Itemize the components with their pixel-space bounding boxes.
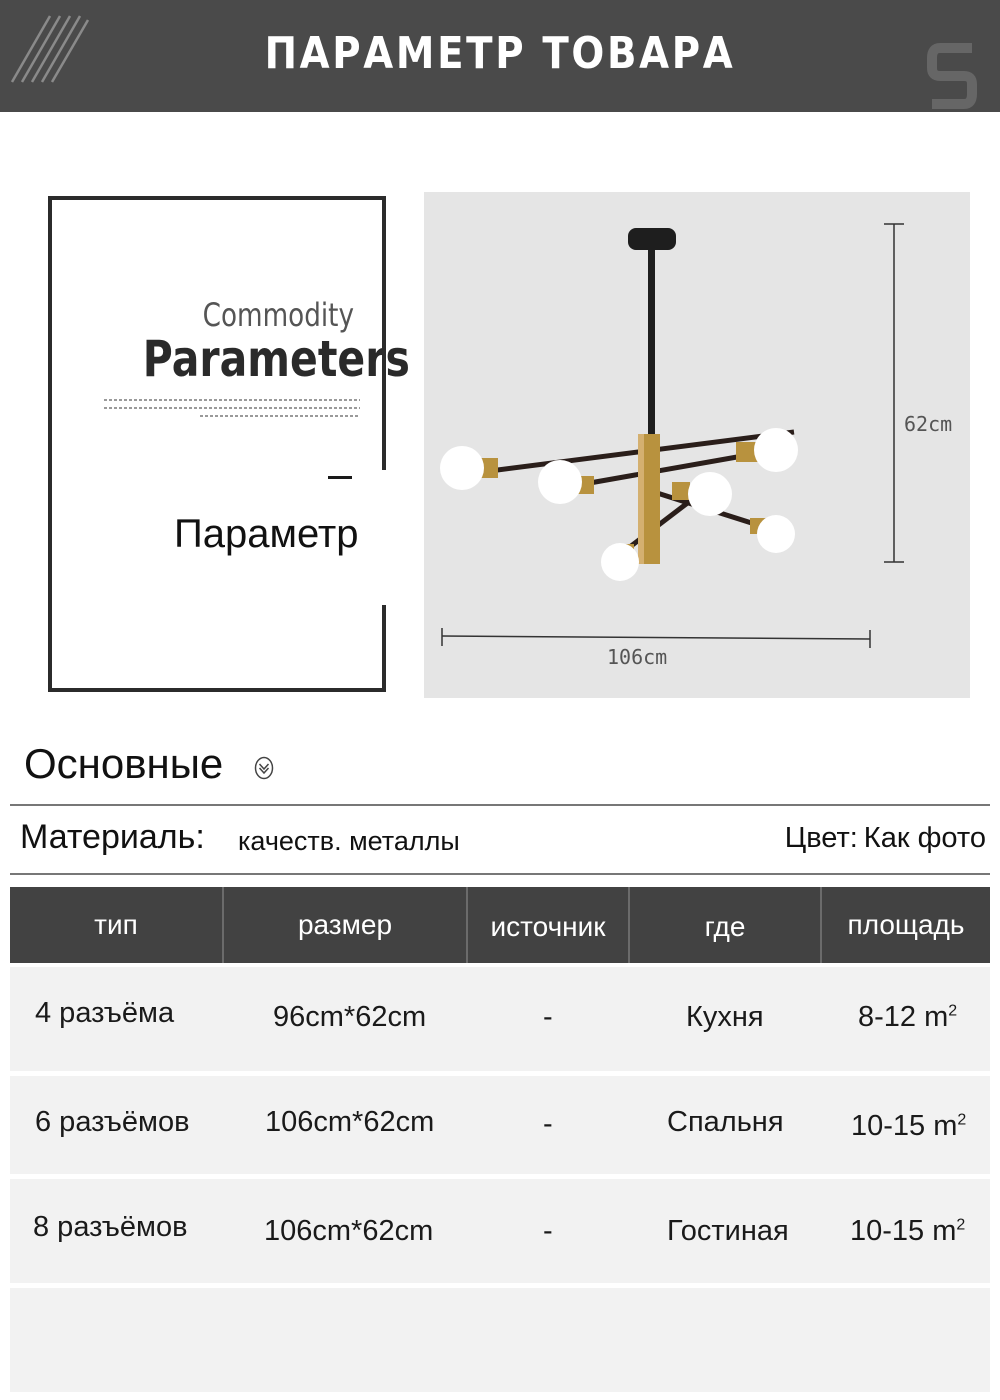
area-superscript: 2: [948, 1002, 958, 1020]
table-header: [10, 887, 990, 963]
cell-source: -: [543, 1001, 553, 1033]
width-dimension-label: 106cm: [607, 645, 668, 669]
color-info: [785, 822, 986, 855]
color-value: Как фото: [863, 822, 986, 854]
parameter-ru-text: Параметр: [174, 512, 359, 556]
chevron-down-icon: [254, 756, 274, 780]
material-value: качеств. металлы: [238, 826, 460, 856]
cell-type: 8 разъёмов: [33, 1211, 188, 1243]
table-row: [10, 1179, 990, 1283]
area-superscript: 2: [956, 1216, 966, 1234]
divider-top: [10, 804, 990, 806]
fine-print-decoration: [104, 394, 360, 420]
letter-s-decoration: [926, 38, 978, 110]
commodity-frame: [48, 196, 410, 692]
table-row-empty: [10, 1288, 990, 1392]
dash-mark: [328, 476, 352, 479]
frame-gap: [378, 470, 390, 605]
page-title: ПАРАМЕТР ТОВАРА: [264, 28, 736, 79]
cell-place: Спальня: [667, 1106, 784, 1138]
material-label: Материаль:: [20, 818, 205, 856]
cell-area: [851, 1110, 966, 1143]
divider-bottom: [10, 873, 990, 875]
cell-place: Кухня: [686, 1001, 764, 1033]
area-superscript: 2: [957, 1111, 967, 1129]
cell-size: 106cm*62cm: [264, 1215, 434, 1247]
parameters-text: Parameters: [142, 330, 410, 388]
cell-size: 96cm*62cm: [273, 1001, 427, 1033]
commodity-text: Commodity: [202, 296, 354, 334]
column-header-size: размер: [297, 909, 393, 940]
section-title: Основные: [24, 740, 224, 787]
height-dimension-label: 62cm: [904, 412, 953, 436]
column-header-place: где: [704, 911, 746, 942]
cell-area: [858, 1001, 957, 1034]
cell-type: 6 разъёмов: [35, 1106, 190, 1138]
table-row: [10, 1076, 990, 1174]
column-header-type: тип: [94, 909, 138, 940]
cell-size: 106cm*62cm: [265, 1106, 435, 1138]
chandelier-illustration: [424, 192, 970, 698]
area-value: 8-12 m: [858, 1001, 949, 1033]
cell-source: -: [543, 1215, 553, 1247]
table-row: [10, 967, 990, 1071]
cell-source: -: [543, 1108, 553, 1140]
area-value: 10-15 m: [850, 1215, 957, 1247]
color-label: Цвет:: [784, 822, 858, 854]
product-image: [424, 192, 970, 698]
cell-area: [850, 1215, 965, 1248]
header-banner: [0, 0, 1000, 112]
column-header-source: источник: [490, 911, 606, 942]
cell-type: 4 разъёма: [35, 997, 175, 1029]
area-value: 10-15 m: [851, 1110, 958, 1142]
column-header-area: площадь: [847, 909, 965, 940]
cell-place: Гостиная: [667, 1215, 789, 1247]
